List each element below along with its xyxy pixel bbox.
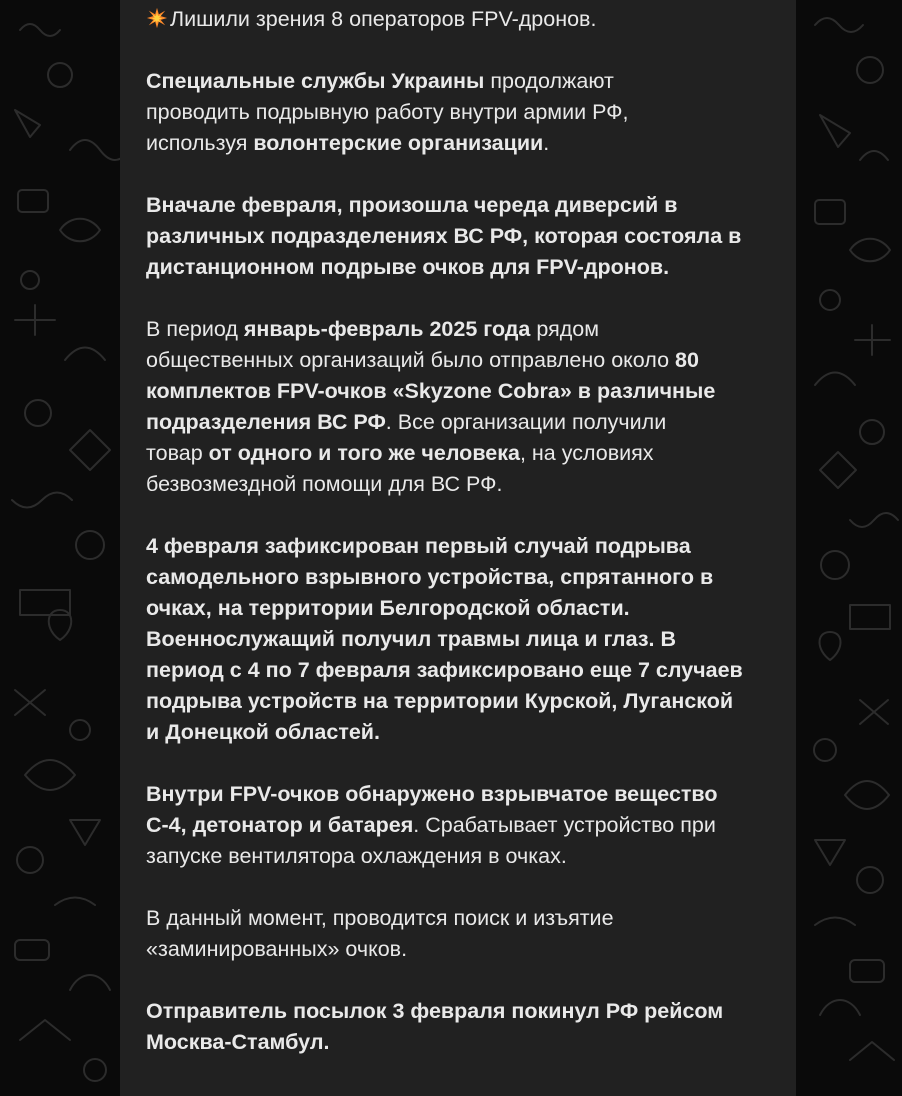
bold-text: период с 4 по 7 февраля зафиксировано еще 7 случаев — [146, 658, 743, 682]
message-line — [146, 841, 796, 872]
message-line — [146, 934, 796, 965]
message-paragraph — [146, 779, 796, 872]
text-segment: безвозмездной помощи для ВС РФ. — [146, 472, 503, 496]
bold-text: Отправитель посылок 3 февраля покинул РФ рейсом — [146, 999, 724, 1023]
message-line — [146, 128, 796, 159]
message-line — [146, 1027, 796, 1058]
message-paragraph — [146, 903, 796, 965]
bold-text: комплектов FPV-очков «Skyzone Cobra» в различные — [146, 379, 716, 403]
bold-text: Специальные службы Украины — [146, 69, 485, 93]
message-line — [146, 903, 796, 934]
message-paragraph — [146, 314, 796, 500]
bold-text: и Донецкой областей. — [146, 720, 380, 744]
message-line — [146, 314, 796, 345]
bold-text: подрыва устройств на территории Курской, Луганской — [146, 689, 734, 713]
text-segment: В данный момент, проводится поиск и изъятие — [146, 906, 614, 930]
bold-text: С-4, детонатор и батарея — [146, 813, 414, 837]
message-line — [146, 221, 796, 252]
text-segment: общественных организаций было отправлено около — [146, 348, 675, 372]
message-paragraph — [146, 4, 796, 35]
message-line — [146, 624, 796, 655]
bold-text: волонтерские организации — [253, 131, 544, 155]
bold-text: 80 — [675, 348, 699, 372]
message-text — [146, 4, 796, 1058]
message-paragraph — [146, 66, 796, 159]
bold-text: Внутри FPV-очков обнаружено взрывчатое вещество — [146, 782, 718, 806]
message-line — [146, 810, 796, 841]
message-paragraph — [146, 531, 796, 748]
message-paragraph — [146, 190, 796, 283]
text-segment: Лишили зрения 8 операторов FPV-дронов. — [170, 7, 597, 31]
message-line — [146, 66, 796, 97]
text-segment: . Срабатывает устройство при — [413, 813, 716, 837]
bold-text: январь-февраль 2025 года — [243, 317, 531, 341]
text-segment: . Все организации получили — [385, 410, 667, 434]
message-line — [146, 438, 796, 469]
text-segment: продолжают — [484, 69, 614, 93]
text-segment: используя — [146, 131, 254, 155]
text-segment: В период — [146, 317, 244, 341]
collision-icon — [146, 7, 168, 29]
message-line — [146, 779, 796, 810]
message-line — [146, 562, 796, 593]
bold-text: 4 февраля зафиксирован первый случай подрыва — [146, 534, 691, 558]
text-segment: , на условиях — [519, 441, 654, 465]
bold-text: от одного и того же человека — [208, 441, 520, 465]
message-line — [146, 717, 796, 748]
message-line — [146, 686, 796, 717]
message-line — [146, 252, 796, 283]
message-line — [146, 345, 796, 376]
message-line — [146, 376, 796, 407]
text-segment: товар — [146, 441, 209, 465]
message-line — [146, 593, 796, 624]
message-line — [146, 97, 796, 128]
text-segment: проводить подрывную работу внутри армии РФ, — [146, 100, 629, 124]
message-bubble — [120, 0, 796, 1096]
message-line — [146, 407, 796, 438]
bold-text: дистанционном подрыве очков для FPV-дронов. — [146, 255, 670, 279]
bold-text: Военнослужащий получил травмы лица и глаз. В — [146, 627, 676, 651]
text-segment: рядом — [530, 317, 600, 341]
bold-text: очках, на территории Белгородской области. — [146, 596, 630, 620]
bold-text: различных подразделениях ВС РФ, которая состояла в — [146, 224, 742, 248]
bold-text: подразделения ВС РФ — [146, 410, 386, 434]
text-segment: «заминированных» очков. — [146, 937, 408, 961]
bold-text: Москва-Стамбул. — [146, 1030, 330, 1054]
message-line — [146, 531, 796, 562]
text-segment: запуске вентилятора охлаждения в очках. — [146, 844, 567, 868]
bold-text: Вначале февраля, произошла череда диверсий в — [146, 193, 678, 217]
message-line — [146, 469, 796, 500]
message-line — [146, 4, 796, 35]
message-line — [146, 190, 796, 221]
message-line — [146, 655, 796, 686]
message-paragraph — [146, 996, 796, 1058]
bold-text: самодельного взрывного устройства, спрятанного в — [146, 565, 714, 589]
text-segment: . — [543, 131, 550, 155]
message-line — [146, 996, 796, 1027]
